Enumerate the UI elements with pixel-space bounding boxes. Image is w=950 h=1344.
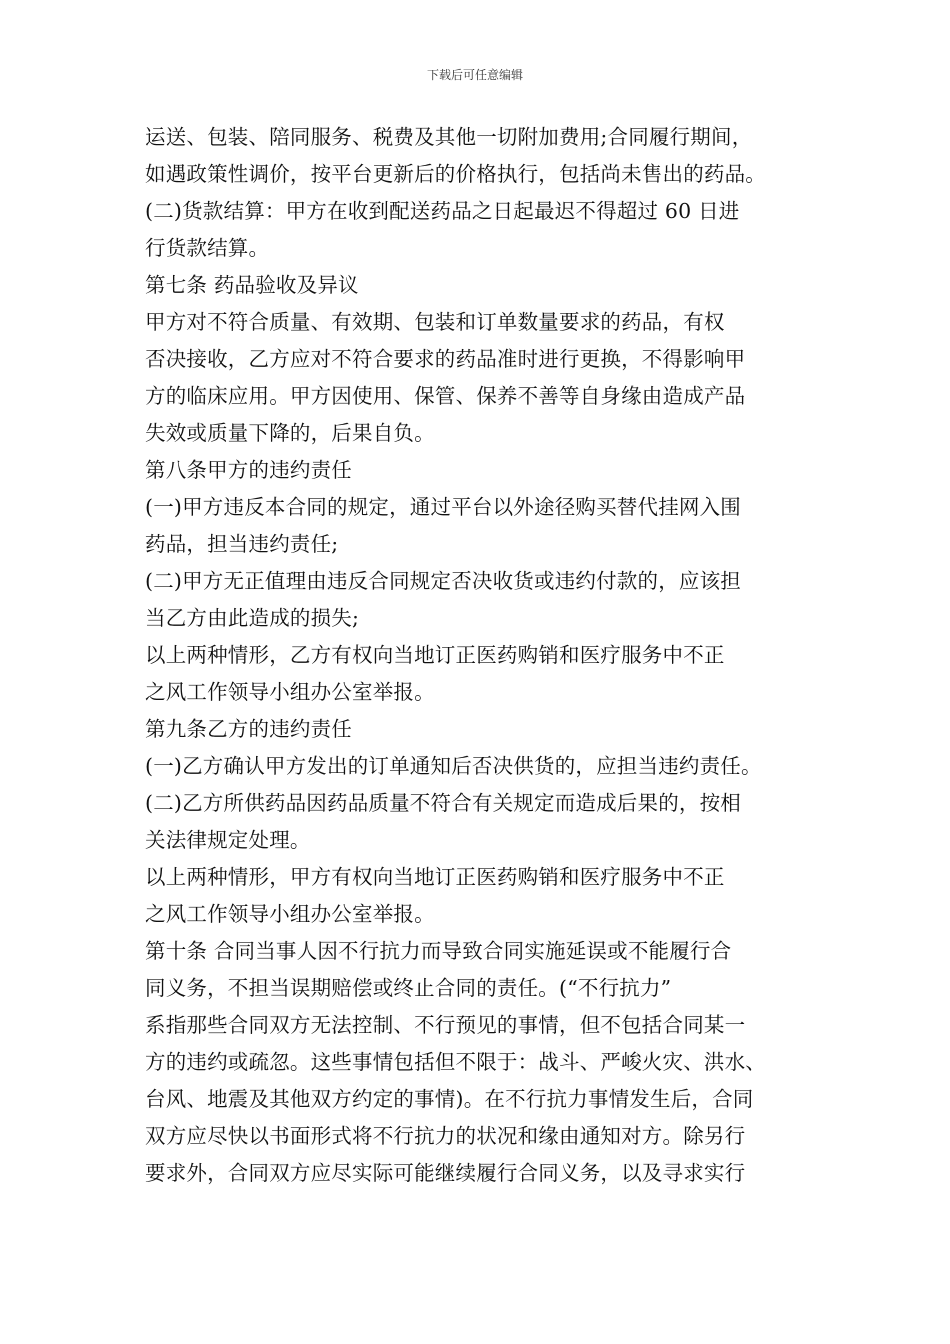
text-line: 台风、地震及其他双方约定的事情)。在不行抗力事情发生后，合同 [145,1087,754,1111]
text-line: 要求外，合同双方应尽实际可能继续履行合同义务，以及寻求实行 [145,1161,746,1185]
text-line: 如遇政策性调价，按平台更新后的价格执行，包括尚未售出的药品。 [145,162,766,186]
text-line: (一)甲方违反本合同的规定，通过平台以外途径购买替代挂网入围 [145,495,741,519]
text-line: 以上两种情形，乙方有权向当地订正医药购销和医疗服务中不正 [145,643,725,667]
text-line: 方的临床应用。甲方因使用、保管、保养不善等自身缘由造成产品 [145,384,746,408]
text-line: (二)甲方无正值理由违反合同规定否决收货或违约付款的，应该担 [145,569,741,593]
text-line: (二)货款结算：甲方在收到配送药品之日起最迟不得超过 60 日进 [145,199,740,223]
text-line: 运送、包装、陪同服务、税费及其他一切附加费用;合同履行期间， [145,125,753,149]
text-line: 方的违约或疏忽。这些事情包括但不限于：战斗、严峻火灾、洪水、 [145,1050,766,1074]
text-line: 以上两种情形，甲方有权向当地订正医药购销和医疗服务中不正 [145,865,725,889]
document-body [145,119,817,1192]
text-line: 行货款结算。 [145,236,270,260]
text-line: 甲方对不符合质量、有效期、包装和订单数量要求的药品，有权 [145,310,725,334]
text-line: (二)乙方所供药品因药品质量不符合有关规定而造成后果的，按相 [145,791,741,815]
text-line: 失效或质量下降的，后果自负。 [145,421,435,445]
text-line: 药品，担当违约责任; [145,532,339,556]
text-line: 之风工作领导小组办公室举报。 [145,902,435,926]
text-line: 否决接收，乙方应对不符合要求的药品准时进行更换，不得影响甲 [145,347,746,371]
text-line: 之风工作领导小组办公室举报。 [145,680,435,704]
text-line: 系指那些合同双方无法控制、不行预见的事情，但不包括合同某一 [145,1013,746,1037]
article-heading: 第十条 合同当事人因不行抗力而导致合同实施延误或不能履行合 [145,939,732,963]
text-line: 同义务，不担当误期赔偿或终止合同的责任。(“不行抗力” [145,976,672,1000]
text-line: (一)乙方确认甲方发出的订单通知后否决供货的，应担当违约责任。 [145,754,762,778]
page-header: 下载后可任意编辑 [426,68,523,82]
article-heading: 第八条甲方的违约责任 [145,458,352,482]
text-line: 关法律规定处理。 [145,828,311,852]
article-heading: 第七条 药品验收及异议 [145,273,359,297]
article-heading: 第九条乙方的违约责任 [145,717,352,741]
text-line: 当乙方由此造成的损失; [145,606,360,630]
text-line: 双方应尽快以书面形式将不行抗力的状况和缘由通知对方。除另行 [145,1124,746,1148]
